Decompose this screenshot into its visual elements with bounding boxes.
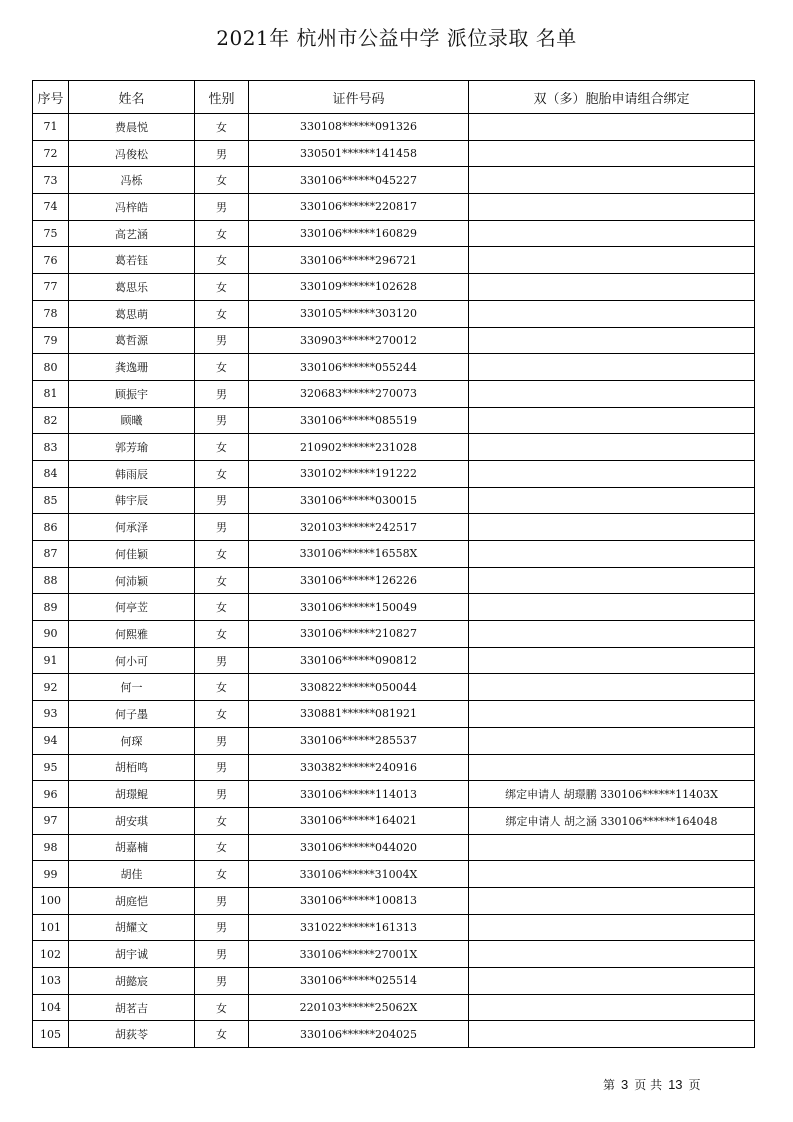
cell-twin-binding bbox=[469, 247, 755, 274]
table-row bbox=[33, 407, 755, 434]
cell-twin-binding bbox=[469, 754, 755, 781]
table-row bbox=[33, 140, 755, 167]
cell-name: 郭芳瑜 bbox=[69, 434, 195, 461]
cell-id-number: 330106******150049 bbox=[249, 594, 469, 621]
cell-serial-no: 73 bbox=[33, 167, 69, 194]
cell-gender: 男 bbox=[195, 914, 249, 941]
table-row bbox=[33, 514, 755, 541]
cell-serial-no: 98 bbox=[33, 834, 69, 861]
cell-id-number: 320683******270073 bbox=[249, 380, 469, 407]
table-row bbox=[33, 167, 755, 194]
header-name: 姓名 bbox=[69, 81, 195, 114]
table-row bbox=[33, 807, 755, 834]
total-pages: 13 bbox=[668, 1077, 683, 1092]
cell-serial-no: 105 bbox=[33, 1021, 69, 1048]
page-number: 3 bbox=[621, 1077, 629, 1092]
cell-serial-no: 103 bbox=[33, 968, 69, 995]
cell-gender: 女 bbox=[195, 541, 249, 568]
cell-serial-no: 83 bbox=[33, 434, 69, 461]
table-row bbox=[33, 220, 755, 247]
cell-gender: 女 bbox=[195, 674, 249, 701]
cell-name: 何子墨 bbox=[69, 701, 195, 728]
cell-name: 胡佳 bbox=[69, 861, 195, 888]
cell-gender: 男 bbox=[195, 514, 249, 541]
cell-serial-no: 77 bbox=[33, 274, 69, 301]
cell-name: 胡嘉楠 bbox=[69, 834, 195, 861]
cell-twin-binding bbox=[469, 594, 755, 621]
cell-gender: 女 bbox=[195, 300, 249, 327]
cell-gender: 女 bbox=[195, 621, 249, 648]
cell-gender: 女 bbox=[195, 861, 249, 888]
cell-id-number: 330106******164021 bbox=[249, 807, 469, 834]
cell-serial-no: 93 bbox=[33, 701, 69, 728]
cell-id-number: 330106******31004X bbox=[249, 861, 469, 888]
cell-serial-no: 74 bbox=[33, 194, 69, 221]
cell-name: 何沛颖 bbox=[69, 567, 195, 594]
table-row bbox=[33, 434, 755, 461]
cell-gender: 女 bbox=[195, 567, 249, 594]
cell-serial-no: 95 bbox=[33, 754, 69, 781]
cell-gender: 男 bbox=[195, 727, 249, 754]
cell-gender: 女 bbox=[195, 807, 249, 834]
cell-twin-binding bbox=[469, 274, 755, 301]
cell-serial-no: 91 bbox=[33, 647, 69, 674]
table-row bbox=[33, 861, 755, 888]
cell-id-number: 330106******114013 bbox=[249, 781, 469, 808]
cell-id-number: 330106******045227 bbox=[249, 167, 469, 194]
cell-id-number: 330108******091326 bbox=[249, 114, 469, 141]
cell-serial-no: 75 bbox=[33, 220, 69, 247]
cell-gender: 男 bbox=[195, 941, 249, 968]
cell-twin-binding bbox=[469, 460, 755, 487]
cell-name: 胡栢鸣 bbox=[69, 754, 195, 781]
cell-name: 何佳颖 bbox=[69, 541, 195, 568]
cell-gender: 男 bbox=[195, 781, 249, 808]
cell-id-number: 330106******030015 bbox=[249, 487, 469, 514]
cell-id-number: 330903******270012 bbox=[249, 327, 469, 354]
cell-twin-binding bbox=[469, 167, 755, 194]
cell-twin-binding bbox=[469, 327, 755, 354]
cell-twin-binding bbox=[469, 968, 755, 995]
cell-name: 何承泽 bbox=[69, 514, 195, 541]
cell-name: 葛哲源 bbox=[69, 327, 195, 354]
cell-twin-binding bbox=[469, 567, 755, 594]
table-row bbox=[33, 968, 755, 995]
table-row bbox=[33, 380, 755, 407]
cell-name: 费晨悦 bbox=[69, 114, 195, 141]
cell-serial-no: 82 bbox=[33, 407, 69, 434]
cell-id-number: 330106******16558X bbox=[249, 541, 469, 568]
cell-gender: 男 bbox=[195, 194, 249, 221]
header-id-number: 证件号码 bbox=[249, 81, 469, 114]
table-row bbox=[33, 621, 755, 648]
table-row bbox=[33, 781, 755, 808]
cell-gender: 女 bbox=[195, 701, 249, 728]
cell-serial-no: 99 bbox=[33, 861, 69, 888]
footer-suffix: 页 bbox=[688, 1078, 701, 1092]
cell-name: 何一 bbox=[69, 674, 195, 701]
cell-twin-binding bbox=[469, 621, 755, 648]
table-row bbox=[33, 727, 755, 754]
cell-twin-binding bbox=[469, 514, 755, 541]
header-twin-binding: 双（多）胞胎申请组合绑定 bbox=[469, 81, 755, 114]
cell-name: 韩雨辰 bbox=[69, 460, 195, 487]
cell-twin-binding bbox=[469, 1021, 755, 1048]
cell-twin-binding bbox=[469, 701, 755, 728]
header-serial-no: 序号 bbox=[33, 81, 69, 114]
cell-serial-no: 72 bbox=[33, 140, 69, 167]
table-row bbox=[33, 941, 755, 968]
cell-serial-no: 84 bbox=[33, 460, 69, 487]
cell-name: 冯俊松 bbox=[69, 140, 195, 167]
cell-name: 胡庭恺 bbox=[69, 887, 195, 914]
cell-twin-binding bbox=[469, 140, 755, 167]
cell-id-number: 330106******025514 bbox=[249, 968, 469, 995]
cell-name: 葛思萌 bbox=[69, 300, 195, 327]
cell-id-number: 320103******242517 bbox=[249, 514, 469, 541]
cell-twin-binding bbox=[469, 647, 755, 674]
footer-middle: 页 共 bbox=[634, 1078, 663, 1092]
cell-twin-binding bbox=[469, 114, 755, 141]
cell-serial-no: 76 bbox=[33, 247, 69, 274]
table-row bbox=[33, 487, 755, 514]
cell-twin-binding bbox=[469, 354, 755, 381]
cell-name: 胡宇诚 bbox=[69, 941, 195, 968]
cell-gender: 男 bbox=[195, 887, 249, 914]
cell-gender: 女 bbox=[195, 460, 249, 487]
cell-twin-binding bbox=[469, 434, 755, 461]
cell-id-number: 330106******055244 bbox=[249, 354, 469, 381]
cell-serial-no: 86 bbox=[33, 514, 69, 541]
cell-gender: 男 bbox=[195, 140, 249, 167]
cell-name: 顾振宇 bbox=[69, 380, 195, 407]
cell-id-number: 330102******191222 bbox=[249, 460, 469, 487]
cell-twin-binding bbox=[469, 941, 755, 968]
cell-serial-no: 87 bbox=[33, 541, 69, 568]
cell-id-number: 330109******102628 bbox=[249, 274, 469, 301]
table-row bbox=[33, 354, 755, 381]
cell-twin-binding bbox=[469, 994, 755, 1021]
cell-twin-binding bbox=[469, 727, 755, 754]
cell-id-number: 330106******210827 bbox=[249, 621, 469, 648]
cell-name: 胡荻苓 bbox=[69, 1021, 195, 1048]
cell-id-number: 330106******044020 bbox=[249, 834, 469, 861]
cell-gender: 男 bbox=[195, 487, 249, 514]
cell-id-number: 220103******25062X bbox=[249, 994, 469, 1021]
admission-table bbox=[32, 80, 755, 1048]
cell-serial-no: 71 bbox=[33, 114, 69, 141]
table-row bbox=[33, 594, 755, 621]
cell-id-number: 330822******050044 bbox=[249, 674, 469, 701]
cell-twin-binding bbox=[469, 407, 755, 434]
cell-serial-no: 89 bbox=[33, 594, 69, 621]
cell-gender: 女 bbox=[195, 354, 249, 381]
cell-id-number: 330106******27001X bbox=[249, 941, 469, 968]
cell-twin-binding: 绑定申请人 胡璟鹏 330106******11403X bbox=[469, 781, 755, 808]
table-row bbox=[33, 541, 755, 568]
cell-gender: 男 bbox=[195, 647, 249, 674]
table-row bbox=[33, 994, 755, 1021]
cell-gender: 男 bbox=[195, 407, 249, 434]
table-row bbox=[33, 754, 755, 781]
cell-id-number: 330382******240916 bbox=[249, 754, 469, 781]
cell-id-number: 330106******126226 bbox=[249, 567, 469, 594]
table-row bbox=[33, 194, 755, 221]
cell-name: 胡璟鲲 bbox=[69, 781, 195, 808]
cell-id-number: 330106******220817 bbox=[249, 194, 469, 221]
cell-id-number: 330106******090812 bbox=[249, 647, 469, 674]
cell-serial-no: 97 bbox=[33, 807, 69, 834]
cell-twin-binding bbox=[469, 300, 755, 327]
page-footer bbox=[603, 1076, 701, 1093]
cell-name: 韩宇辰 bbox=[69, 487, 195, 514]
cell-id-number: 330501******141458 bbox=[249, 140, 469, 167]
cell-name: 高艺涵 bbox=[69, 220, 195, 247]
table-row bbox=[33, 1021, 755, 1048]
cell-twin-binding: 绑定申请人 胡之涵 330106******164048 bbox=[469, 807, 755, 834]
cell-name: 何小可 bbox=[69, 647, 195, 674]
table-row bbox=[33, 274, 755, 301]
cell-name: 葛思乐 bbox=[69, 274, 195, 301]
cell-gender: 女 bbox=[195, 247, 249, 274]
cell-gender: 女 bbox=[195, 594, 249, 621]
page-title: 2021年 杭州市公益中学 派位录取 名单 bbox=[216, 26, 577, 50]
cell-name: 龚逸珊 bbox=[69, 354, 195, 381]
cell-gender: 女 bbox=[195, 220, 249, 247]
cell-gender: 女 bbox=[195, 1021, 249, 1048]
cell-serial-no: 92 bbox=[33, 674, 69, 701]
cell-gender: 女 bbox=[195, 274, 249, 301]
cell-serial-no: 102 bbox=[33, 941, 69, 968]
cell-gender: 女 bbox=[195, 994, 249, 1021]
cell-id-number: 330105******303120 bbox=[249, 300, 469, 327]
footer-prefix: 第 bbox=[603, 1078, 616, 1092]
cell-name: 胡安琪 bbox=[69, 807, 195, 834]
cell-gender: 女 bbox=[195, 114, 249, 141]
cell-serial-no: 90 bbox=[33, 621, 69, 648]
cell-serial-no: 88 bbox=[33, 567, 69, 594]
cell-name: 冯梓皓 bbox=[69, 194, 195, 221]
cell-gender: 女 bbox=[195, 434, 249, 461]
table-row bbox=[33, 674, 755, 701]
cell-twin-binding bbox=[469, 914, 755, 941]
cell-id-number: 330106******296721 bbox=[249, 247, 469, 274]
table-row bbox=[33, 114, 755, 141]
cell-id-number: 331022******161313 bbox=[249, 914, 469, 941]
cell-twin-binding bbox=[469, 887, 755, 914]
cell-name: 何琛 bbox=[69, 727, 195, 754]
cell-twin-binding bbox=[469, 674, 755, 701]
cell-twin-binding bbox=[469, 194, 755, 221]
table-row bbox=[33, 887, 755, 914]
table-header-row bbox=[33, 81, 755, 114]
cell-serial-no: 85 bbox=[33, 487, 69, 514]
cell-gender: 男 bbox=[195, 968, 249, 995]
cell-name: 顾曦 bbox=[69, 407, 195, 434]
header-gender: 性别 bbox=[195, 81, 249, 114]
cell-serial-no: 80 bbox=[33, 354, 69, 381]
cell-serial-no: 104 bbox=[33, 994, 69, 1021]
cell-twin-binding bbox=[469, 220, 755, 247]
cell-id-number: 330106******160829 bbox=[249, 220, 469, 247]
cell-twin-binding bbox=[469, 380, 755, 407]
table-row bbox=[33, 647, 755, 674]
cell-id-number: 330881******081921 bbox=[249, 701, 469, 728]
cell-twin-binding bbox=[469, 541, 755, 568]
cell-name: 胡茗吉 bbox=[69, 994, 195, 1021]
table-row bbox=[33, 460, 755, 487]
cell-serial-no: 78 bbox=[33, 300, 69, 327]
cell-name: 胡耀文 bbox=[69, 914, 195, 941]
cell-name: 冯栎 bbox=[69, 167, 195, 194]
table-row bbox=[33, 247, 755, 274]
cell-serial-no: 96 bbox=[33, 781, 69, 808]
cell-serial-no: 101 bbox=[33, 914, 69, 941]
cell-gender: 男 bbox=[195, 754, 249, 781]
cell-id-number: 330106******285537 bbox=[249, 727, 469, 754]
cell-twin-binding bbox=[469, 834, 755, 861]
cell-serial-no: 94 bbox=[33, 727, 69, 754]
table-row bbox=[33, 567, 755, 594]
table-row bbox=[33, 300, 755, 327]
cell-name: 葛若钰 bbox=[69, 247, 195, 274]
cell-name: 何亭苙 bbox=[69, 594, 195, 621]
cell-name: 胡懿宸 bbox=[69, 968, 195, 995]
cell-name: 何熙雅 bbox=[69, 621, 195, 648]
cell-serial-no: 81 bbox=[33, 380, 69, 407]
cell-id-number: 330106******085519 bbox=[249, 407, 469, 434]
table-body bbox=[33, 114, 755, 1048]
table-row bbox=[33, 834, 755, 861]
table-row bbox=[33, 327, 755, 354]
cell-serial-no: 100 bbox=[33, 887, 69, 914]
cell-twin-binding bbox=[469, 861, 755, 888]
cell-gender: 女 bbox=[195, 834, 249, 861]
cell-id-number: 330106******204025 bbox=[249, 1021, 469, 1048]
table-row bbox=[33, 701, 755, 728]
cell-gender: 男 bbox=[195, 380, 249, 407]
cell-gender: 女 bbox=[195, 167, 249, 194]
cell-gender: 男 bbox=[195, 327, 249, 354]
cell-id-number: 330106******100813 bbox=[249, 887, 469, 914]
cell-twin-binding bbox=[469, 487, 755, 514]
cell-serial-no: 79 bbox=[33, 327, 69, 354]
cell-id-number: 210902******231028 bbox=[249, 434, 469, 461]
table-row bbox=[33, 914, 755, 941]
